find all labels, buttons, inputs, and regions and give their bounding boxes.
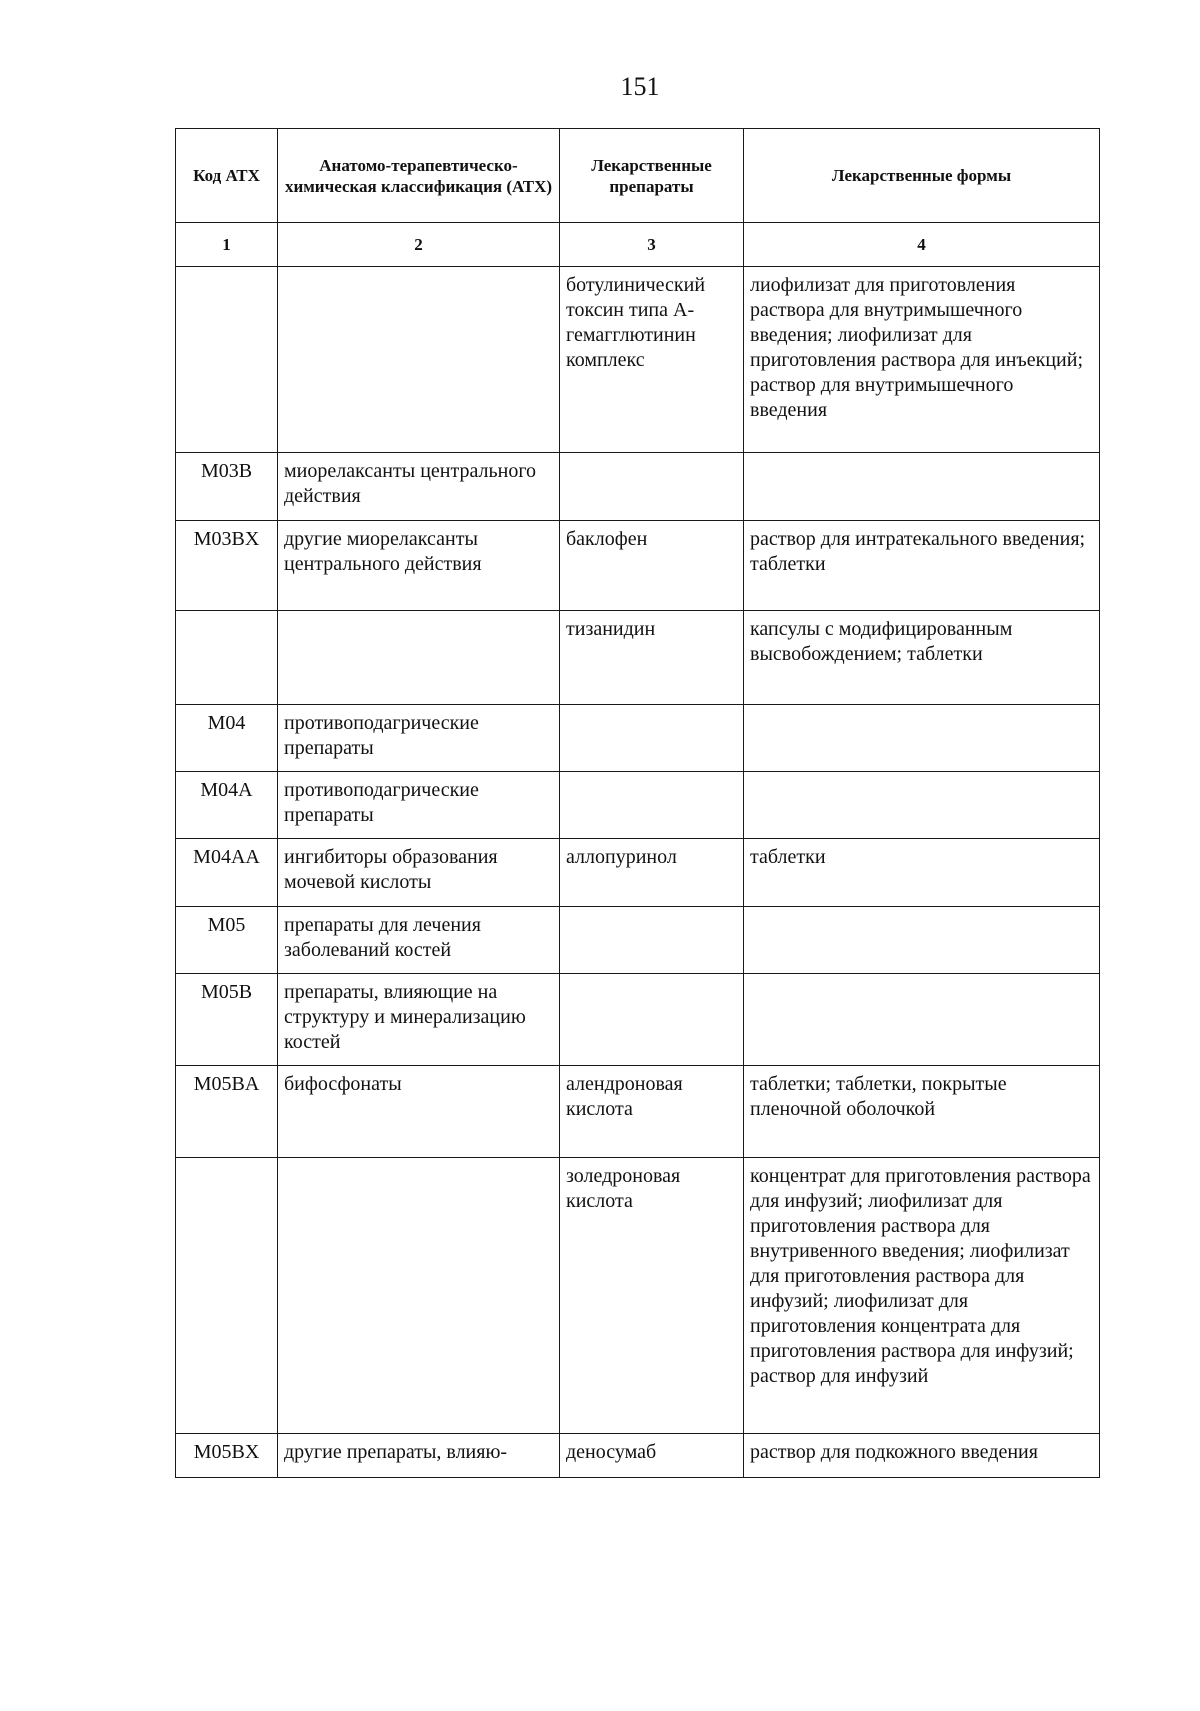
- drug-cell: [560, 705, 744, 772]
- dosage-forms-cell: таблетки; таблетки, покрытые пленочной оболочкой: [744, 1066, 1100, 1158]
- dosage-forms-cell: [744, 453, 1100, 521]
- column-number: 4: [744, 223, 1100, 267]
- table-row: [176, 611, 1100, 705]
- table-row: [176, 453, 1100, 521]
- dosage-forms-cell: раствор для интратекального введения; таблетки: [744, 521, 1100, 611]
- atx-code-cell: M03B: [176, 453, 278, 521]
- atx-code-cell: M03BX: [176, 521, 278, 611]
- atx-code-cell: [176, 267, 278, 453]
- atx-code-cell: M05BA: [176, 1066, 278, 1158]
- table-row: [176, 907, 1100, 974]
- atx-code-cell: M05BX: [176, 1434, 278, 1478]
- dosage-forms-cell: [744, 705, 1100, 772]
- atx-code-cell: M04: [176, 705, 278, 772]
- dosage-forms-cell: капсулы с модифицированным высвобождением; таблетки: [744, 611, 1100, 705]
- drug-cell: аллопуринол: [560, 839, 744, 907]
- header-row: [176, 129, 1100, 223]
- atx-code-cell: M05: [176, 907, 278, 974]
- atx-code-cell: [176, 1158, 278, 1434]
- drug-cell: золедроновая кислота: [560, 1158, 744, 1434]
- table-header: [176, 129, 1100, 223]
- header-classification: Анатомо-терапевтическо-химическая классификация (АТХ): [278, 129, 560, 223]
- column-number: 1: [176, 223, 278, 267]
- table-row: [176, 705, 1100, 772]
- header-code: Код АТХ: [176, 129, 278, 223]
- table-row: [176, 839, 1100, 907]
- dosage-forms-cell: концентрат для приготовления раствора для инфузий; лиофилизат для приготовления раствора для внутривенного введения; лиофилизат для приготовления раствора для инфузий; лиофилизат для приготовления концентрата для приготовления раствора для инфузий; раствор для инфузий: [744, 1158, 1100, 1434]
- table-row: [176, 772, 1100, 839]
- drug-cell: [560, 907, 744, 974]
- atx-code-cell: M04A: [176, 772, 278, 839]
- drug-cell: баклофен: [560, 521, 744, 611]
- atx-code-cell: M04AA: [176, 839, 278, 907]
- classification-cell: [278, 267, 560, 453]
- classification-cell: препараты для лечения заболеваний костей: [278, 907, 560, 974]
- atx-code-cell: [176, 611, 278, 705]
- table-row: [176, 1158, 1100, 1434]
- drug-cell: алендроновая кислота: [560, 1066, 744, 1158]
- classification-cell: [278, 1158, 560, 1434]
- dosage-forms-cell: таблетки: [744, 839, 1100, 907]
- table-body: [176, 223, 1100, 1478]
- dosage-forms-cell: [744, 907, 1100, 974]
- table-row: [176, 974, 1100, 1066]
- column-number: 2: [278, 223, 560, 267]
- header-drugs: Лекарственные препараты: [560, 129, 744, 223]
- classification-cell: противоподагрические препараты: [278, 705, 560, 772]
- classification-cell: другие препараты, влияю-: [278, 1434, 560, 1478]
- classification-cell: [278, 611, 560, 705]
- table-row: [176, 1066, 1100, 1158]
- atx-code-cell: M05B: [176, 974, 278, 1066]
- dosage-forms-cell: раствор для подкожного введения: [744, 1434, 1100, 1478]
- dosage-forms-cell: лиофилизат для приготовления раствора для внутримышечного введения; лиофилизат для приготовления раствора для инъекций; раствор для внутримышечного введения: [744, 267, 1100, 453]
- dosage-forms-cell: [744, 974, 1100, 1066]
- table-row: [176, 267, 1100, 453]
- classification-cell: миорелаксанты центрального действия: [278, 453, 560, 521]
- classification-cell: противоподагрические препараты: [278, 772, 560, 839]
- column-number-row: [176, 223, 1100, 267]
- header-forms: Лекарственные формы: [744, 129, 1100, 223]
- drug-cell: деносумаб: [560, 1434, 744, 1478]
- dosage-forms-cell: [744, 772, 1100, 839]
- table-row: [176, 1434, 1100, 1478]
- classification-cell: препараты, влияющие на структуру и минерализацию костей: [278, 974, 560, 1066]
- drug-cell: [560, 974, 744, 1066]
- column-number: 3: [560, 223, 744, 267]
- classification-cell: бифосфонаты: [278, 1066, 560, 1158]
- drug-cell: тизанидин: [560, 611, 744, 705]
- page-number: 151: [620, 72, 660, 101]
- atx-table: [175, 128, 1100, 1478]
- classification-cell: другие миорелаксанты центрального действия: [278, 521, 560, 611]
- classification-cell: ингибиторы образования мочевой кислоты: [278, 839, 560, 907]
- drug-cell: [560, 772, 744, 839]
- drug-cell: ботулинический токсин типа A-гемагглютинин комплекс: [560, 267, 744, 453]
- table-row: [176, 521, 1100, 611]
- drug-cell: [560, 453, 744, 521]
